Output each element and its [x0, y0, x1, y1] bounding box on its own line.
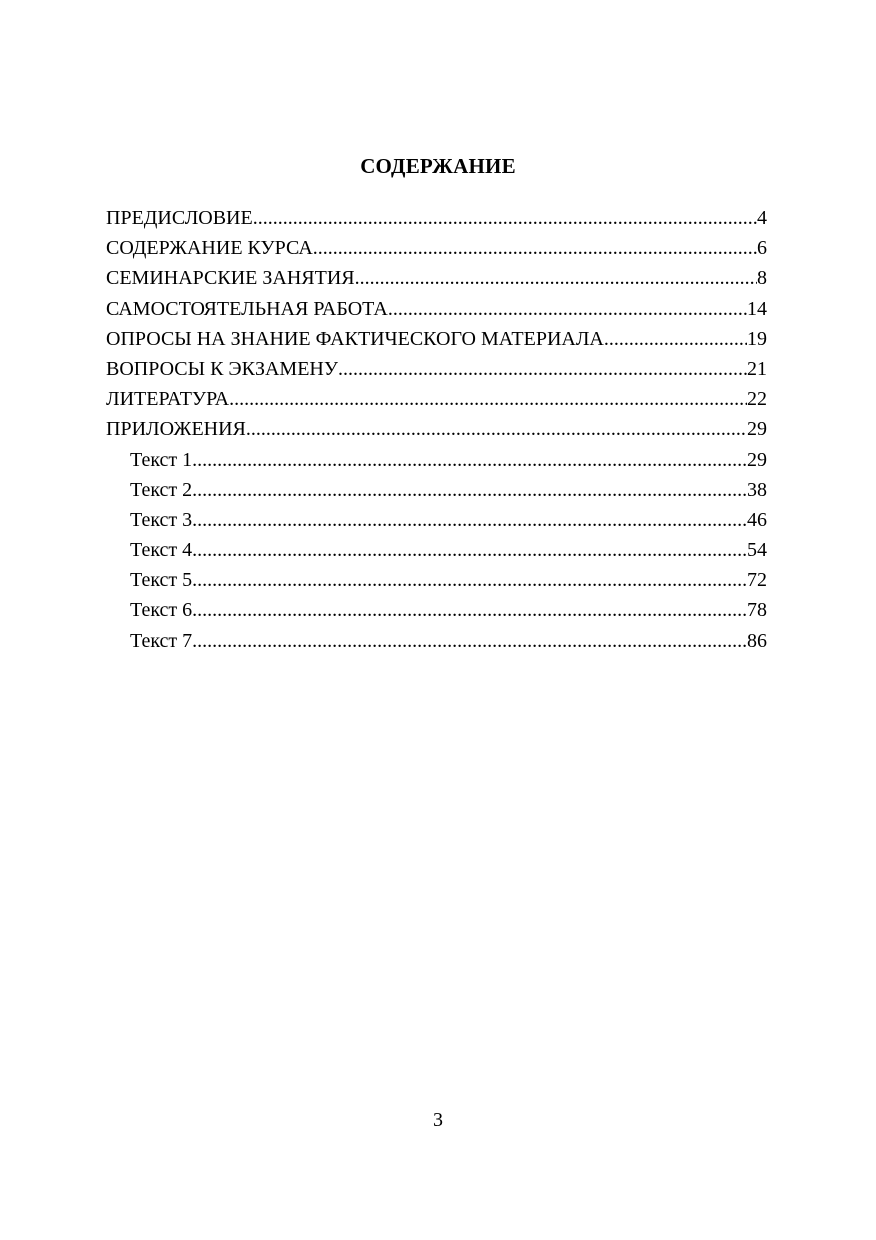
toc-subentry[interactable] — [106, 535, 767, 565]
toc-entry-label: ОПРОСЫ НА ЗНАНИЕ ФАКТИЧЕСКОГО МАТЕРИАЛА — [106, 327, 604, 350]
toc-dot-leader — [192, 565, 747, 595]
toc-entry-label: Текст 7 — [130, 629, 193, 652]
toc-entry-page: 6 — [757, 237, 767, 260]
toc-dot-leader — [192, 626, 747, 656]
toc-entry-page: 46 — [747, 508, 767, 531]
toc-entry-label: Текст 4 — [130, 539, 193, 562]
toc-subentry[interactable] — [106, 626, 767, 656]
toc-entry[interactable] — [106, 324, 767, 354]
toc-dot-leader — [388, 294, 747, 324]
toc-entry-page: 54 — [747, 539, 767, 562]
toc-entry[interactable] — [106, 414, 767, 444]
toc-entry-page: 21 — [747, 357, 767, 380]
toc-entry-label: Текст 1 — [130, 448, 193, 471]
page-title: СОДЕРЖАНИЕ — [360, 154, 516, 178]
toc-entry[interactable] — [106, 354, 767, 384]
toc-dot-leader — [355, 263, 757, 293]
toc-entry-label: Текст 2 — [130, 478, 193, 501]
toc-entry-label: СЕМИНАРСКИЕ ЗАНЯТИЯ — [106, 267, 355, 290]
toc-dot-leader — [253, 203, 757, 233]
page-number: 3 — [433, 1109, 443, 1131]
toc-entry[interactable] — [106, 263, 767, 293]
toc-entry-page: 4 — [757, 207, 767, 229]
toc-entry-label: СОДЕРЖАНИЕ КУРСА — [106, 237, 313, 260]
toc-entry[interactable] — [106, 203, 767, 233]
toc-entry-label: ПРЕДИСЛОВИЕ — [106, 207, 253, 229]
toc-entry-label: Текст 3 — [130, 508, 193, 531]
toc-dot-leader — [246, 414, 747, 444]
toc-entry-page: 86 — [747, 629, 767, 652]
toc-dot-leader — [192, 475, 747, 505]
table-of-contents — [106, 203, 767, 656]
toc-entry-page: 8 — [757, 267, 767, 290]
toc-entry-label: ПРИЛОЖЕНИЯ — [106, 418, 246, 441]
toc-entry-page: 29 — [747, 448, 767, 471]
toc-dot-leader — [192, 445, 747, 475]
toc-entry-page: 29 — [747, 418, 767, 441]
toc-entry-page: 14 — [747, 297, 767, 320]
toc-entry-label: САМОСТОЯТЕЛЬНАЯ РАБОТА — [106, 297, 388, 320]
toc-dot-leader — [604, 324, 747, 354]
toc-entry-label: ЛИТЕРАТУРА — [106, 388, 230, 411]
toc-entry-page: 78 — [747, 599, 767, 622]
toc-subentry[interactable] — [106, 565, 767, 595]
toc-subentry[interactable] — [106, 445, 767, 475]
toc-dot-leader — [192, 535, 747, 565]
toc-dot-leader — [229, 384, 747, 414]
toc-subentry[interactable] — [106, 595, 767, 625]
toc-entry-label: Текст 5 — [130, 569, 193, 592]
toc-entry[interactable] — [106, 384, 767, 414]
toc-entry-label: Текст 6 — [130, 599, 193, 622]
toc-dot-leader — [192, 595, 747, 625]
toc-entry-page: 38 — [747, 478, 767, 501]
toc-entry-page: 19 — [747, 327, 767, 350]
toc-entry-page: 72 — [747, 569, 767, 592]
toc-entry-label: ВОПРОСЫ К ЭКЗАМЕНУ — [106, 357, 339, 380]
toc-entry[interactable] — [106, 233, 767, 263]
toc-subentry[interactable] — [106, 505, 767, 535]
toc-dot-leader — [192, 505, 747, 535]
toc-subentry[interactable] — [106, 475, 767, 505]
toc-dot-leader — [313, 233, 757, 263]
toc-entry[interactable] — [106, 294, 767, 324]
toc-dot-leader — [338, 354, 747, 384]
toc-entry-page: 22 — [747, 388, 767, 411]
